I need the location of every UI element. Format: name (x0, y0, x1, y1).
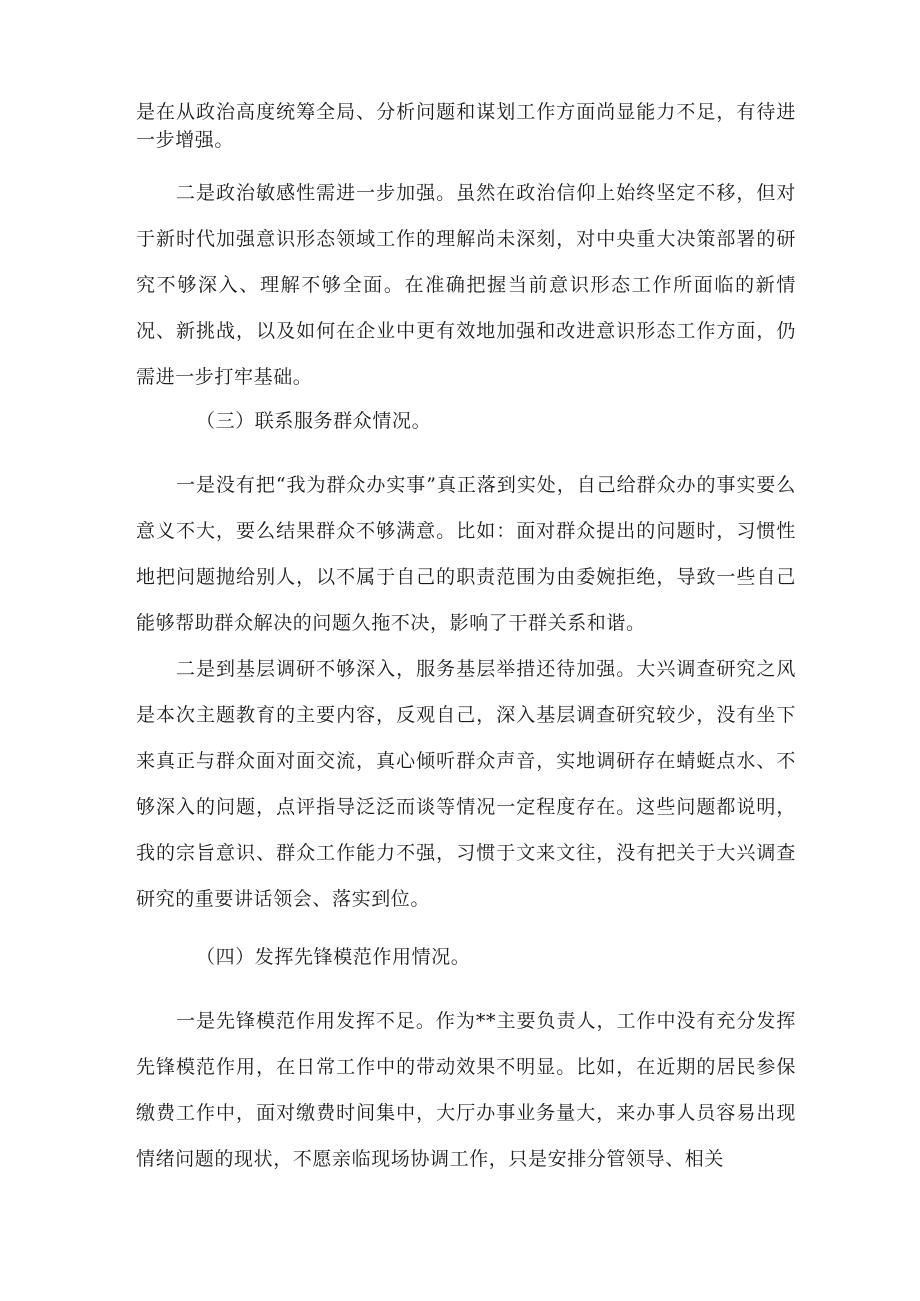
paragraph-practical-matters: 一是没有把“我为群众办实事”真正落到实处，自己给群众办的事实要么意义不大，要么结果群众不够满意。比如：面对群众提出的问题时，习惯性地把问题抛给别人，以不属于自己的职责范围为由委婉拒绝，导致一些自己能够帮助群众解决的问题久拖不决，影响了干群关系和谐。 (136, 474, 796, 634)
section-heading-serving-masses: （三）联系服务群众情况。 (196, 410, 432, 432)
paragraph-grassroots-research: 二是到基层调研不够深入，服务基层举措还待加强。大兴调查研究之风是本次主题教育的主要内容，反观自己，深入基层调查研究较少，没有坐下来真正与群众面对面交流，真心倾听群众声音，实地调研存在蜻蜓点水、不够深入的问题，点评指导泛泛而谈等情况一定程度存在。这些问题都说明，我的宗旨意识、群众工作能力不强，习惯于文来文往，没有把关于大兴调查研究的重要讲话领会、落实到位。 (136, 658, 796, 910)
section-heading-vanguard-role: （四）发挥先锋模范作用情况。 (196, 946, 471, 968)
paragraph-political-sensitivity: 二是政治敏感性需进一步加强。虽然在政治信仰上始终坚定不移，但对于新时代加强意识形态领域工作的理解尚未深刻，对中央重大决策部署的研究不够深入、理解不够全面。在准确把握当前意识形态工作所面临的新情况、新挑战，以及如何在企业中更有效地加强和改进意识形态工作方面，仍需进一步打牢基础。 (136, 182, 796, 388)
paragraph-continuation: 是在从政治高度统筹全局、分析问题和谋划工作方面尚显能力不足，有待进一步增强。 (136, 101, 796, 151)
paragraph-vanguard-insufficient: 一是先锋模范作用发挥不足。作为**主要负责人，工作中没有充分发挥先锋模范作用，在日常工作中的带动效果不明显。比如，在近期的居民参保缴费工作中，面对缴费时间集中，大厅办事业务量大，来办事人员容易出现情绪问题的现状，不愿亲临现场协调工作，只是安排分管领导、相关 (136, 1010, 796, 1170)
